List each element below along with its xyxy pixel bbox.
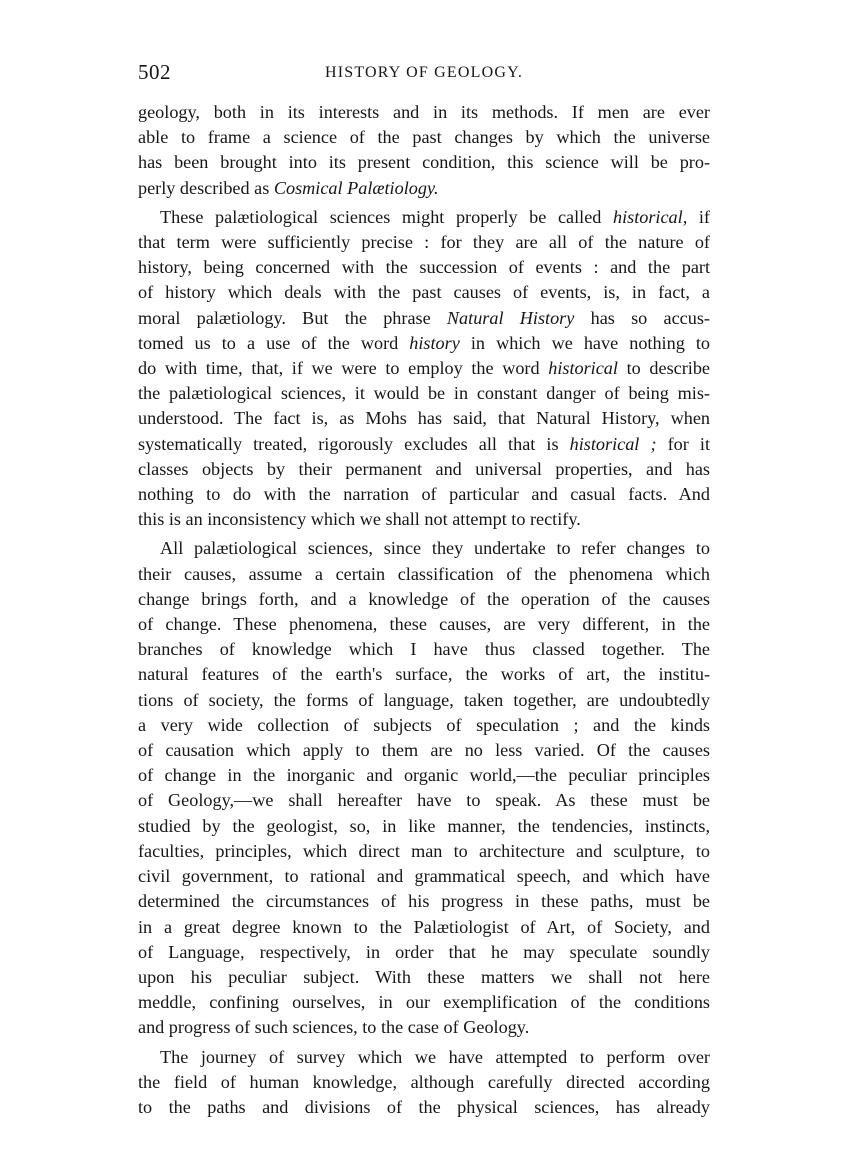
text-line: [138, 763, 710, 788]
text-line: [138, 688, 710, 713]
text-line: [138, 637, 710, 662]
text-run: a very wide collection of subjects of speculation ; and the kinds: [138, 714, 710, 735]
text-run: of change. These phenomena, these causes, are very different, in the: [138, 614, 710, 635]
text-line: [138, 125, 710, 150]
text-line: [138, 306, 710, 331]
text-run: if: [687, 206, 710, 227]
text-run: civil government, to rational and grammatical speech, and which have: [138, 866, 710, 887]
text-line: [138, 965, 710, 990]
text-line: [138, 100, 710, 125]
text-run: the palætiological sciences, it would be in constant danger of being mis-: [138, 383, 710, 404]
text-run: history, being concerned with the succession of events : and the part: [138, 257, 710, 278]
text-run: natural features of the earth's surface, the works of art, the institu-: [138, 664, 710, 685]
text-line: [138, 356, 710, 381]
text-line: [138, 1070, 710, 1095]
text-line: [138, 738, 710, 763]
text-run: the field of human knowledge, although carefully directed according: [138, 1071, 710, 1092]
text-run: in which we have nothing to: [459, 332, 710, 353]
paragraph: [138, 536, 710, 1040]
text-run: to describe: [617, 358, 710, 379]
text-line: [138, 889, 710, 914]
text-line: [138, 990, 710, 1015]
text-run: in a great degree known to the Palætiologist of Art, of Society, and: [138, 916, 710, 937]
italic-text: historical ;: [569, 433, 657, 454]
text-line: [138, 205, 710, 230]
text-run: The journey of survey which we have attempted to perform over: [160, 1046, 710, 1067]
text-line: [138, 507, 710, 532]
text-run: faculties, principles, which direct man to architecture and sculpture, to: [138, 840, 710, 861]
text-run: determined the circumstances of his progress in these paths, must be: [138, 891, 710, 912]
paragraph: [138, 100, 710, 201]
text-run: geology, both in its interests and in its methods. If men are ever: [138, 102, 710, 122]
text-line: [138, 482, 710, 507]
text-run: to the paths and divisions of the physical sciences, has already: [138, 1096, 710, 1117]
text-run: do with time, that, if we were to employ the word: [138, 358, 549, 379]
page-header: [138, 60, 710, 90]
text-run: understood. The fact is, as Mohs has said, that Natural History, when: [138, 408, 710, 429]
body-text: [138, 100, 710, 1120]
text-run: that term were sufficiently precise : for they are all of the nature of: [138, 232, 710, 253]
text-line: [138, 839, 710, 864]
paragraph: [138, 1045, 710, 1121]
text-run: has so accus-: [574, 307, 710, 328]
text-line: [138, 940, 710, 965]
italic-text: history: [409, 332, 460, 353]
italic-text: Natural History: [446, 307, 575, 328]
text-line: [138, 331, 710, 356]
text-line: [138, 406, 710, 431]
text-line: [138, 381, 710, 406]
text-line: [138, 1015, 710, 1040]
text-run: able to frame a science of the past changes by which the universe: [138, 127, 710, 148]
italic-text: historical,: [612, 206, 688, 227]
text-run: this is an inconsistency which we shall not attempt to rectify.: [138, 509, 581, 530]
text-run: has been brought into its present condition, this science will be pro-: [138, 152, 710, 173]
text-line: [138, 230, 710, 255]
text-run: systematically treated, rigorously excludes all that is: [138, 433, 570, 454]
text-run: of Language, respectively, in order that he may speculate soundly: [138, 941, 710, 962]
text-line: [138, 536, 710, 561]
text-line: [138, 662, 710, 687]
text-line: [138, 1095, 710, 1120]
text-run: upon his peculiar subject. With these matters we shall not here: [138, 966, 710, 987]
text-run: of causation which apply to them are no less varied. Of the causes: [138, 740, 710, 761]
text-run: branches of knowledge which I have thus classed together. The: [138, 639, 710, 660]
text-run: change brings forth, and a knowledge of the operation of the causes: [138, 588, 710, 609]
text-line: [138, 150, 710, 175]
text-line: [138, 864, 710, 889]
text-line: [138, 587, 710, 612]
italic-text: Cosmical Palætiology.: [273, 177, 439, 198]
italic-text: historical: [548, 358, 618, 379]
text-line: [138, 255, 710, 280]
text-run: for it: [656, 433, 710, 454]
text-run: moral palætiology. But the phrase: [138, 307, 447, 328]
text-line: [138, 713, 710, 738]
paragraph: [138, 205, 710, 533]
running-title: HISTORY OF GEOLOGY.: [324, 64, 524, 81]
text-line: [138, 562, 710, 587]
text-run: All palætiological sciences, since they undertake to refer changes to: [160, 538, 710, 559]
text-line: [138, 280, 710, 305]
text-line: [138, 915, 710, 940]
text-line: [138, 612, 710, 637]
text-line: [138, 457, 710, 482]
text-run: nothing to do with the narration of particular and casual facts. And: [138, 484, 710, 505]
text-run: and progress of such sciences, to the case of Geology.: [138, 1017, 530, 1038]
text-run: meddle, confining ourselves, in our exemplification of the conditions: [138, 992, 710, 1013]
text-line: [138, 176, 710, 201]
text-run: their causes, assume a certain classification of the phenomena which: [138, 563, 710, 584]
text-run: tions of society, the forms of language, taken together, are undoubtedly: [138, 689, 710, 710]
text-line: [138, 432, 710, 457]
text-run: of change in the inorganic and organic world,—the peculiar principles: [138, 765, 710, 786]
text-run: studied by the geologist, so, in like manner, the tendencies, instincts,: [138, 815, 710, 836]
text-run: perly described as: [138, 177, 274, 198]
text-run: These palætiological sciences might properly be called: [160, 206, 613, 227]
text-run: classes objects by their permanent and universal properties, and has: [138, 458, 710, 479]
text-line: [138, 788, 710, 813]
text-run: of history which deals with the past causes of events, is, in fact, a: [138, 282, 710, 303]
text-line: [138, 814, 710, 839]
text-line: [138, 1045, 710, 1070]
text-run: tomed us to a use of the word: [138, 332, 410, 353]
page-number: 502: [138, 60, 171, 84]
text-run: of Geology,—we shall hereafter have to speak. As these must be: [138, 790, 710, 811]
